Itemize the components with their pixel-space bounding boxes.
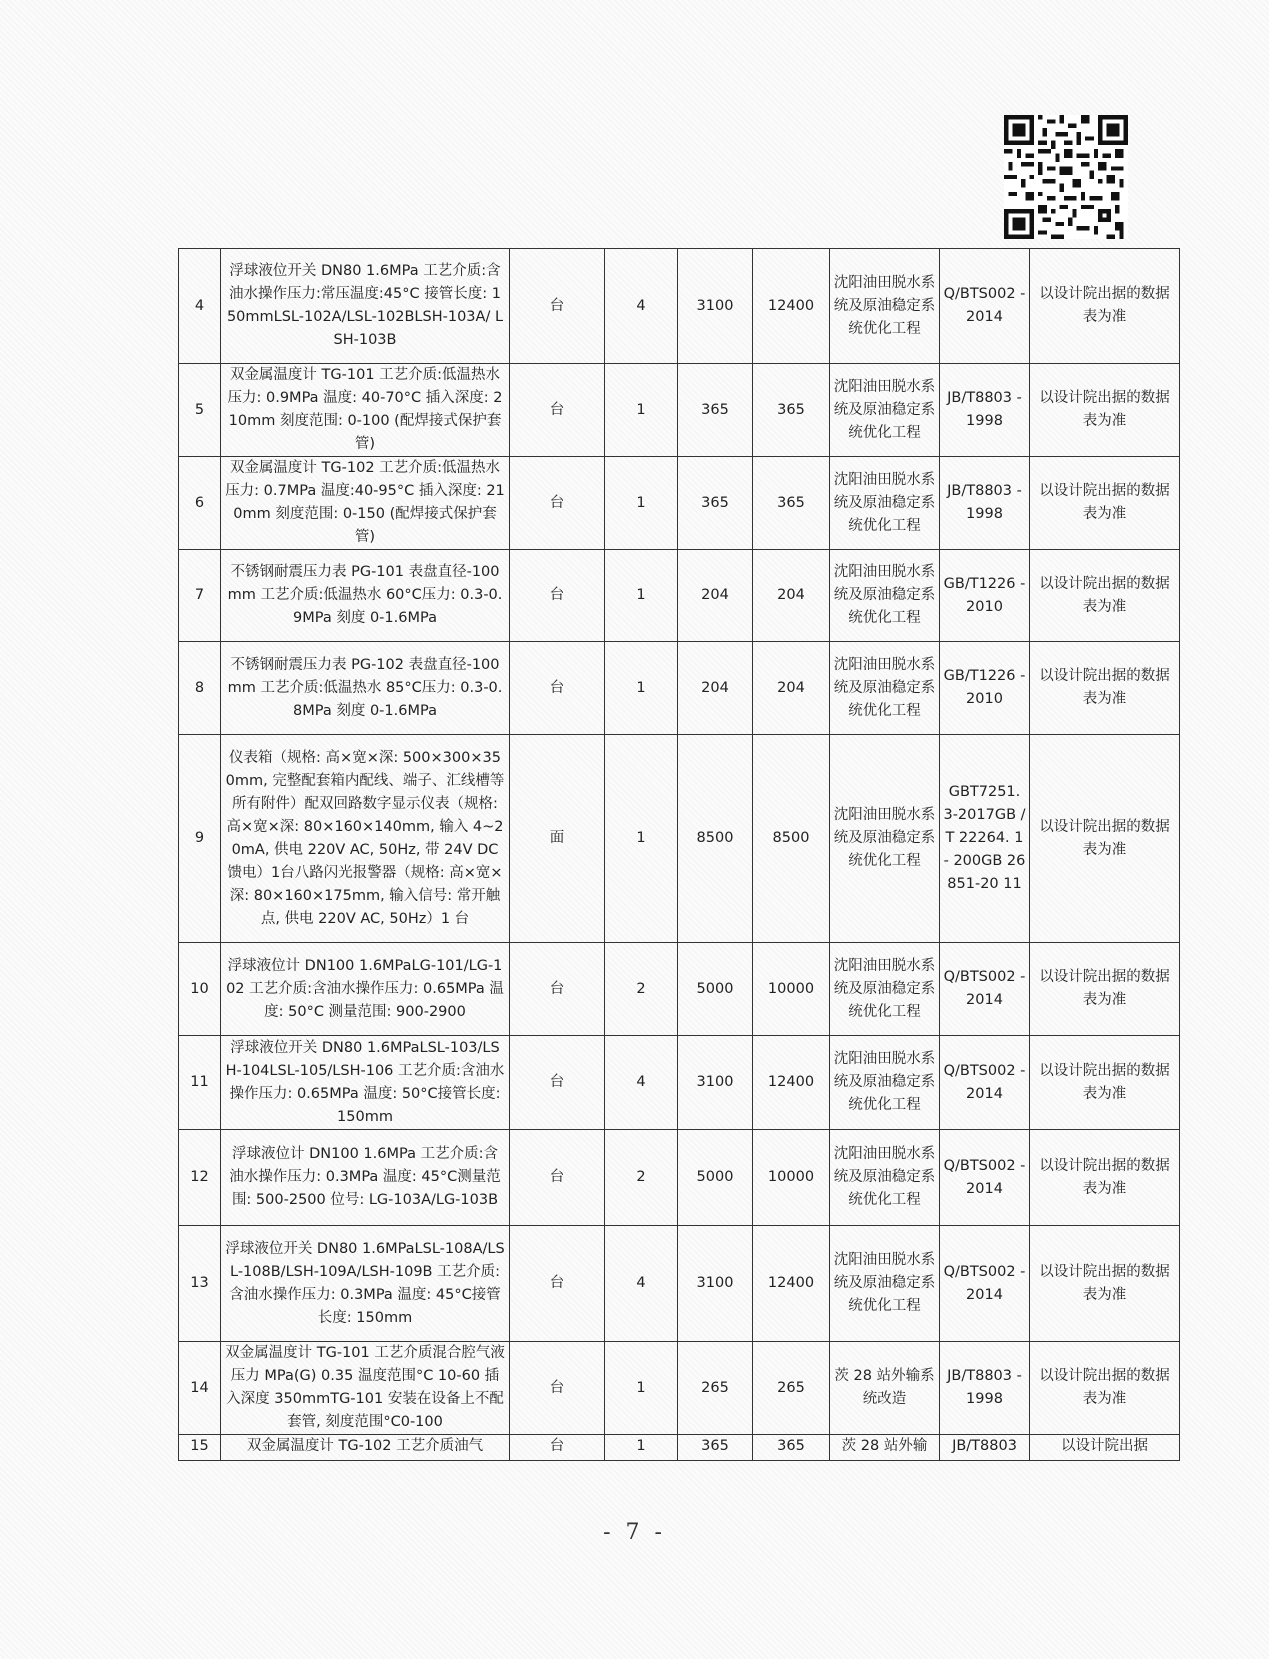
item-remark: 以设计院出据的数据表为准 [1030, 943, 1180, 1036]
item-total: 365 [753, 457, 830, 550]
item-standard: Q/BTS002 -2014 [940, 1226, 1030, 1342]
item-description: 不锈钢耐震压力表 PG-101 表盘直径-100mm 工艺介质:低温热水 60°C压力: 0.3-0.9MPa 刻度 0-1.6MPa [221, 550, 510, 642]
item-standard: Q/BTS002 -2014 [940, 1130, 1030, 1226]
item-remark: 以设计院出据的数据表为准 [1030, 364, 1180, 457]
item-unit: 台 [510, 1435, 605, 1461]
qr-code-icon [1004, 115, 1128, 239]
item-unit-price: 365 [678, 364, 753, 457]
item-description: 双金属温度计 TG-101 工艺介质混合腔气液压力 MPa(G) 0.35 温度范围°C 10-60 插入深度 350mmTG-101 安装在设备上不配套管, 刻度范围°C0-100 [221, 1342, 510, 1435]
item-quantity: 1 [605, 364, 678, 457]
table-row [179, 1342, 1180, 1435]
item-unit: 台 [510, 457, 605, 550]
item-description: 双金属温度计 TG-102 工艺介质:低温热水压力: 0.7MPa 温度:40-95°C 插入深度: 210mm 刻度范围: 0-150 (配焊接式保护套管) [221, 457, 510, 550]
row-number: 14 [179, 1342, 221, 1435]
item-unit: 台 [510, 943, 605, 1036]
item-project: 沈阳油田脱水系统及原油稳定系统优化工程 [830, 457, 940, 550]
row-number: 8 [179, 642, 221, 735]
row-number: 10 [179, 943, 221, 1036]
item-remark: 以设计院出据的数据表为准 [1030, 1036, 1180, 1130]
item-project: 沈阳油田脱水系统及原油稳定系统优化工程 [830, 1036, 940, 1130]
item-total: 204 [753, 642, 830, 735]
item-quantity: 4 [605, 1036, 678, 1130]
item-quantity: 4 [605, 1226, 678, 1342]
item-standard: Q/BTS002 -2014 [940, 1036, 1030, 1130]
item-unit: 台 [510, 1342, 605, 1435]
page-number: - 7 - [603, 1520, 666, 1545]
row-number: 4 [179, 249, 221, 364]
item-standard: JB/T8803 -1998 [940, 457, 1030, 550]
item-quantity: 1 [605, 735, 678, 943]
item-quantity: 1 [605, 457, 678, 550]
item-project: 沈阳油田脱水系统及原油稳定系统优化工程 [830, 943, 940, 1036]
item-total: 12400 [753, 1036, 830, 1130]
item-description: 浮球液位计 DN100 1.6MPa 工艺介质:含油水操作压力: 0.3MPa 温度: 45°C测量范围: 500-2500 位号: LG-103A/LG-103B [221, 1130, 510, 1226]
item-total: 10000 [753, 943, 830, 1036]
item-remark: 以设计院出据的数据表为准 [1030, 457, 1180, 550]
item-description: 浮球液位开关 DN80 1.6MPaLSL-103/LSH-104LSL-105/LSH-106 工艺介质:含油水操作压力: 0.65MPa 温度: 50°C接管长度: 150mm [221, 1036, 510, 1130]
item-standard: GBT7251. 3-2017GB /T 22264. 1- 200GB 26851-20 11 [940, 735, 1030, 943]
item-standard: GB/T1226 -2010 [940, 550, 1030, 642]
item-unit-price: 204 [678, 550, 753, 642]
item-description: 仪表箱（规格: 高×宽×深: 500×300×350mm, 完整配套箱内配线、端子、汇线槽等所有附件）配双回路数字显示仪表（规格: 高×宽×深: 80×160×140mm, 输入 4~20mA, 供电 220V AC, 50Hz, 带 24V DC 馈电）1台八路闪光报警器（规格: 高×宽×深: 80×160×175mm, 输入信号: 常开触点, 供电 220V AC, 50Hz）1 台 [221, 735, 510, 943]
item-quantity: 2 [605, 1130, 678, 1226]
table-row [179, 1226, 1180, 1342]
table-row [179, 550, 1180, 642]
row-number: 12 [179, 1130, 221, 1226]
item-standard: JB/T8803 -1998 [940, 1342, 1030, 1435]
item-description: 浮球液位开关 DN80 1.6MPa 工艺介质:含油水操作压力:常压温度:45°C 接管长度: 150mmLSL-102A/LSL-102BLSH-103A/ LSH-103B [221, 249, 510, 364]
item-unit-price: 5000 [678, 943, 753, 1036]
item-project: 沈阳油田脱水系统及原油稳定系统优化工程 [830, 249, 940, 364]
item-standard: GB/T1226 -2010 [940, 642, 1030, 735]
item-total: 8500 [753, 735, 830, 943]
item-quantity: 1 [605, 550, 678, 642]
item-unit-price: 8500 [678, 735, 753, 943]
item-project: 沈阳油田脱水系统及原油稳定系统优化工程 [830, 364, 940, 457]
table-row [179, 642, 1180, 735]
item-unit: 台 [510, 249, 605, 364]
item-standard: Q/BTS002 -2014 [940, 249, 1030, 364]
item-quantity: 4 [605, 249, 678, 364]
item-total: 365 [753, 1435, 830, 1461]
item-total: 265 [753, 1342, 830, 1435]
row-number: 11 [179, 1036, 221, 1130]
item-project: 沈阳油田脱水系统及原油稳定系统优化工程 [830, 1226, 940, 1342]
item-quantity: 1 [605, 1342, 678, 1435]
table-row [179, 457, 1180, 550]
item-unit-price: 3100 [678, 1036, 753, 1130]
item-description: 浮球液位计 DN100 1.6MPaLG-101/LG-102 工艺介质:含油水操作压力: 0.65MPa 温度: 50°C 测量范围: 900-2900 [221, 943, 510, 1036]
item-project: 沈阳油田脱水系统及原油稳定系统优化工程 [830, 642, 940, 735]
row-number: 5 [179, 364, 221, 457]
table-row [179, 1130, 1180, 1226]
row-number: 13 [179, 1226, 221, 1342]
item-description: 不锈钢耐震压力表 PG-102 表盘直径-100mm 工艺介质:低温热水 85°C压力: 0.3-0.8MPa 刻度 0-1.6MPa [221, 642, 510, 735]
row-number: 15 [179, 1435, 221, 1461]
item-remark: 以设计院出据的数据表为准 [1030, 1342, 1180, 1435]
item-unit-price: 265 [678, 1342, 753, 1435]
item-description: 双金属温度计 TG-102 工艺介质油气 [221, 1435, 510, 1461]
item-quantity: 1 [605, 1435, 678, 1461]
table-row [179, 943, 1180, 1036]
item-project: 茨 28 站外输 [830, 1435, 940, 1461]
item-remark: 以设计院出据的数据表为准 [1030, 550, 1180, 642]
item-project: 沈阳油田脱水系统及原油稳定系统优化工程 [830, 550, 940, 642]
item-unit: 面 [510, 735, 605, 943]
item-quantity: 1 [605, 642, 678, 735]
item-remark: 以设计院出据 [1030, 1435, 1180, 1461]
item-unit: 台 [510, 550, 605, 642]
item-remark: 以设计院出据的数据表为准 [1030, 249, 1180, 364]
table-row [179, 735, 1180, 943]
item-total: 204 [753, 550, 830, 642]
item-unit-price: 204 [678, 642, 753, 735]
item-remark: 以设计院出据的数据表为准 [1030, 1226, 1180, 1342]
equipment-table [178, 248, 1180, 1461]
item-unit-price: 3100 [678, 249, 753, 364]
item-total: 10000 [753, 1130, 830, 1226]
item-total: 12400 [753, 1226, 830, 1342]
table-row [179, 1435, 1180, 1461]
row-number: 7 [179, 550, 221, 642]
item-unit-price: 365 [678, 457, 753, 550]
item-quantity: 2 [605, 943, 678, 1036]
item-unit-price: 5000 [678, 1130, 753, 1226]
item-unit: 台 [510, 1226, 605, 1342]
item-total: 365 [753, 364, 830, 457]
item-remark: 以设计院出据的数据表为准 [1030, 642, 1180, 735]
item-standard: JB/T8803 [940, 1435, 1030, 1461]
table-row [179, 249, 1180, 364]
item-unit: 台 [510, 1036, 605, 1130]
row-number: 9 [179, 735, 221, 943]
item-project: 沈阳油田脱水系统及原油稳定系统优化工程 [830, 1130, 940, 1226]
item-unit: 台 [510, 1130, 605, 1226]
item-remark: 以设计院出据的数据表为准 [1030, 1130, 1180, 1226]
item-standard: Q/BTS002 -2014 [940, 943, 1030, 1036]
item-description: 双金属温度计 TG-101 工艺介质:低温热水压力: 0.9MPa 温度: 40-70°C 插入深度: 210mm 刻度范围: 0-100 (配焊接式保护套管) [221, 364, 510, 457]
item-unit-price: 3100 [678, 1226, 753, 1342]
item-unit-price: 365 [678, 1435, 753, 1461]
item-project: 沈阳油田脱水系统及原油稳定系统优化工程 [830, 735, 940, 943]
item-project: 茨 28 站外输系统改造 [830, 1342, 940, 1435]
row-number: 6 [179, 457, 221, 550]
item-standard: JB/T8803 -1998 [940, 364, 1030, 457]
table-row [179, 364, 1180, 457]
item-unit: 台 [510, 642, 605, 735]
item-remark: 以设计院出据的数据表为准 [1030, 735, 1180, 943]
item-total: 12400 [753, 249, 830, 364]
item-unit: 台 [510, 364, 605, 457]
item-description: 浮球液位开关 DN80 1.6MPaLSL-108A/LSL-108B/LSH-109A/LSH-109B 工艺介质:含油水操作压力: 0.3MPa 温度: 45°C接管长度: 150mm [221, 1226, 510, 1342]
table-row [179, 1036, 1180, 1130]
